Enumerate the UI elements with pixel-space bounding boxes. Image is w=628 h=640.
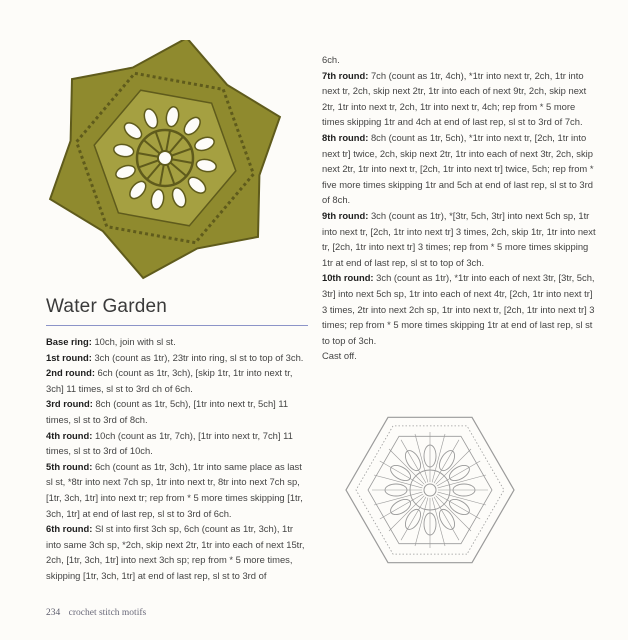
round-label: 5th round: xyxy=(46,460,93,472)
round-text: 10ch, join with sl st. xyxy=(91,336,176,347)
round-label: 7th round: xyxy=(322,69,369,81)
diagram-treble-stitch xyxy=(389,449,424,484)
instructions-left-column xyxy=(46,334,308,584)
instruction-paragraph xyxy=(322,52,600,68)
round-label: 6th round: xyxy=(46,523,93,535)
title-underline xyxy=(46,325,308,326)
round-label: Base ring: xyxy=(46,336,92,347)
round-label: 9th round: xyxy=(322,209,369,221)
instructions-right-column xyxy=(322,52,600,364)
round-text: 10ch (count as 1tr, 7ch), [1tr into next tr, 7ch] 11 times, sl st to 3rd of 10ch. xyxy=(46,429,293,457)
round-text: 3ch (count as 1tr), *1tr into each of next 3tr, [3tr, 5ch, 3tr] into next 5ch sp, 1tr into each of next 4tr, [2ch, 1tr into next tr] 3 times, 2tr into next 2ch sp, 1tr into next tr, [2ch, 1tr into next tr] 3 times; rep from * 5 more times skipping 1tr at end of last rep, sl st to top of 3ch. xyxy=(322,272,595,346)
book-title: crochet stitch motifs xyxy=(68,608,147,618)
diagram-base-ring xyxy=(424,484,436,496)
round-text: 6ch (count as 1tr, 3ch), [skip 1tr, 1tr into next tr, 3ch] 11 times, sl st to 3rd ch of 6ch. xyxy=(46,367,293,394)
instruction-paragraph xyxy=(322,68,600,130)
pattern-title: Water Garden xyxy=(46,296,168,317)
instruction-paragraph xyxy=(46,350,308,366)
round-label: 4th round: xyxy=(46,429,93,441)
round-text: 6ch. xyxy=(322,54,340,65)
instruction-paragraph xyxy=(46,459,308,521)
instruction-paragraph xyxy=(46,334,308,350)
crochet-motif-photo xyxy=(30,40,300,280)
round-label: 8th round: xyxy=(322,131,369,143)
instruction-paragraph xyxy=(46,428,308,459)
stitch-chart-diagram xyxy=(342,404,518,572)
round-text: 6ch (count as 1tr, 3ch), 1tr into same place as last sl st, *8tr into next 7ch sp, 1tr into next tr, 8tr into next 7ch sp, [1tr, 3ch, 1tr] into next tr; rep from * 5 more times skipping [1tr, 3ch, 1tr] at end of last rep, sl st to 3rd of 6ch. xyxy=(46,460,303,519)
instruction-paragraph xyxy=(46,396,308,427)
motif-center-hole xyxy=(158,151,172,165)
round-label: 2nd round: xyxy=(46,367,95,379)
round-text: Cast off. xyxy=(322,350,357,362)
page-number: 234 xyxy=(46,608,61,618)
diagram-treble-stitch xyxy=(389,496,424,531)
round-text: 3ch (count as 1tr), *[3tr, 5ch, 3tr] into next 5ch sp, 1tr into next tr, [2ch, 1tr into next tr] 3 times, 2ch, skip 1tr, 1tr into next tr, [2ch, 1tr into next tr] 3 times; rep from * 5 more times skipping 1tr at end of last rep, sl st to top of 3ch. xyxy=(322,209,596,268)
round-text: Sl st into first 3ch sp, 6ch (count as 1tr, 3ch), 1tr into same 3ch sp, *2ch, skip next 2tr, 1tr into each of next 15tr, 2ch, [1tr, 3ch, 1tr] into next 3ch sp; rep from * 5 more times, skipping [1tr, 3ch, 1tr] at end of last rep, sl st to 3rd of xyxy=(46,523,305,581)
instruction-paragraph xyxy=(322,270,600,348)
diagram-treble-stitch xyxy=(436,449,471,484)
round-text: 7ch (count as 1tr, 4ch), *1tr into next tr, 2ch, 1tr into next tr, 2ch, skip next 2tr, 1tr into each of next 9tr, 2ch, skip next 2tr, 1tr into next tr, 2ch, 1tr into next tr, 4ch; rep from * 5 more times skipping 1tr and 4ch at end of last rep, sl st to 3rd of 7ch. xyxy=(322,69,587,128)
round-label: 1st round: xyxy=(46,351,92,363)
instruction-paragraph xyxy=(46,521,308,583)
instruction-paragraph xyxy=(322,130,600,208)
round-text: 8ch (count as 1tr, 5ch), *1tr into next tr, [2ch, 1tr into next tr] twice, 2ch, skip next 2tr, 1tr into each of next 3tr, 2ch, skip next 2tr, 1tr into next tr, [2ch, 1tr into next tr] twice, 5ch; rep from * five more times skipping 1tr and 5ch at end of last rep, sl st to 3rd of 8ch. xyxy=(322,131,594,206)
page-footer xyxy=(46,608,146,618)
round-text: 3ch (count as 1tr), 23tr into ring, sl st to top of 3ch. xyxy=(91,351,304,363)
instruction-paragraph xyxy=(322,208,600,270)
round-label: 10th round: xyxy=(322,272,374,284)
round-text: 8ch (count as 1tr, 5ch), [1tr into next tr, 5ch] 11 times, sl st to 3rd of 8ch. xyxy=(46,398,289,425)
round-label: 3rd round: xyxy=(46,398,93,410)
instruction-paragraph xyxy=(322,348,600,364)
diagram-treble-stitch xyxy=(436,496,471,531)
instruction-paragraph xyxy=(46,365,308,396)
